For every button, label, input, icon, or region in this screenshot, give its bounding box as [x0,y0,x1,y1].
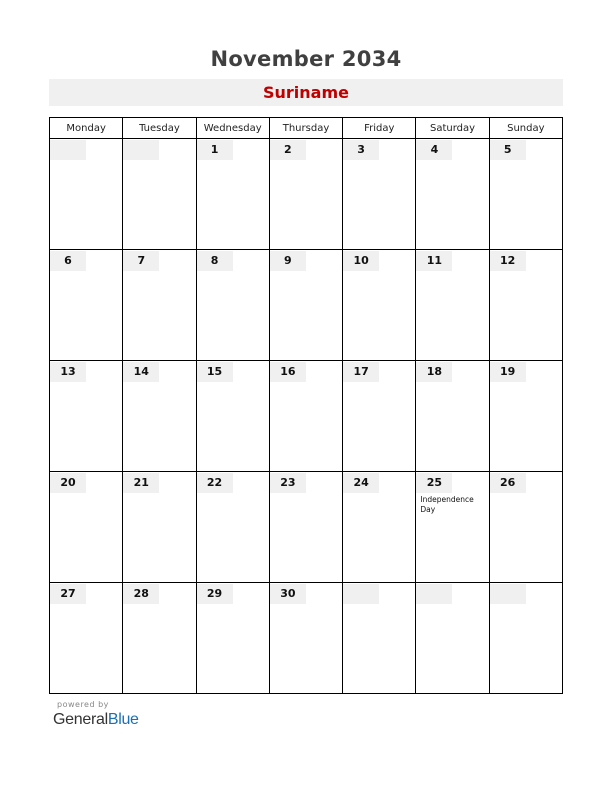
day-number: 4 [416,140,452,160]
day-cell [489,250,562,361]
day-number: 28 [123,584,159,604]
day-number: 18 [416,362,452,382]
day-number: 5 [490,140,526,160]
day-number: 11 [416,251,452,271]
day-cell [343,361,416,472]
day-cell [489,472,562,583]
day-cell [489,361,562,472]
day-number: 27 [50,584,86,604]
empty-day-cell [343,583,416,694]
day-cell [123,361,196,472]
day-number: 13 [50,362,86,382]
day-number: 2 [270,140,306,160]
day-cell [269,250,342,361]
day-cell [196,139,269,250]
country-name: Suriname [263,83,349,102]
day-number: 14 [123,362,159,382]
day-cell [269,472,342,583]
brand-blue: Blue [107,711,139,728]
day-number: 19 [490,362,526,382]
day-number: 17 [343,362,379,382]
day-number: 20 [50,473,86,493]
day-number: 8 [197,251,233,271]
week-row [50,361,563,472]
week-row [50,250,563,361]
weekday-tuesday: Tuesday [123,118,196,139]
day-number: 10 [343,251,379,271]
day-number: 23 [270,473,306,493]
day-number: 12 [490,251,526,271]
calendar-grid [49,117,563,694]
day-number: 9 [270,251,306,271]
country-banner [49,79,563,106]
empty-day-cell [489,583,562,694]
day-cell [269,139,342,250]
day-cell [196,583,269,694]
generalblue-logo [53,711,139,729]
calendar-title: November 2034 [210,47,402,71]
day-cell [416,361,489,472]
day-cell [269,361,342,472]
day-number: 29 [197,584,233,604]
day-cell [416,472,489,583]
day-number: 1 [197,140,233,160]
calendar-body [50,139,563,694]
day-number: 3 [343,140,379,160]
weekday-sunday: Sunday [489,118,562,139]
weekday-friday: Friday [343,118,416,139]
day-cell [50,583,123,694]
day-number: 15 [197,362,233,382]
weekday-saturday: Saturday [416,118,489,139]
day-cell [196,250,269,361]
day-cell [343,250,416,361]
day-number: 21 [123,473,159,493]
day-cell [489,139,562,250]
day-cell [343,139,416,250]
day-cell [269,583,342,694]
week-row [50,139,563,250]
powered-by-text: powered by [57,700,109,709]
week-row [50,583,563,694]
day-cell [123,250,196,361]
day-cell [196,361,269,472]
day-number: 30 [270,584,306,604]
day-cell [343,472,416,583]
day-number: 25 [416,473,452,493]
day-number: 22 [197,473,233,493]
empty-day-cell [123,139,196,250]
day-cell [196,472,269,583]
day-number: 26 [490,473,526,493]
day-number: 6 [50,251,86,271]
week-row [50,472,563,583]
day-number [50,140,86,160]
day-number: 16 [270,362,306,382]
day-cell [123,583,196,694]
day-number: 24 [343,473,379,493]
day-cell [416,139,489,250]
brand-general: General [53,711,108,728]
empty-day-cell [416,583,489,694]
day-number [416,584,452,604]
day-cell [50,250,123,361]
weekday-wednesday: Wednesday [196,118,269,139]
weekday-header-row [50,118,563,139]
day-number: 7 [123,251,159,271]
day-cell [416,250,489,361]
holiday-label: Independence Day [420,495,474,514]
weekday-monday: Monday [50,118,123,139]
empty-day-cell [50,139,123,250]
day-cell [50,472,123,583]
day-number [490,584,526,604]
weekday-thursday: Thursday [269,118,342,139]
day-number [343,584,379,604]
day-number [123,140,159,160]
day-cell [123,472,196,583]
day-cell [50,361,123,472]
